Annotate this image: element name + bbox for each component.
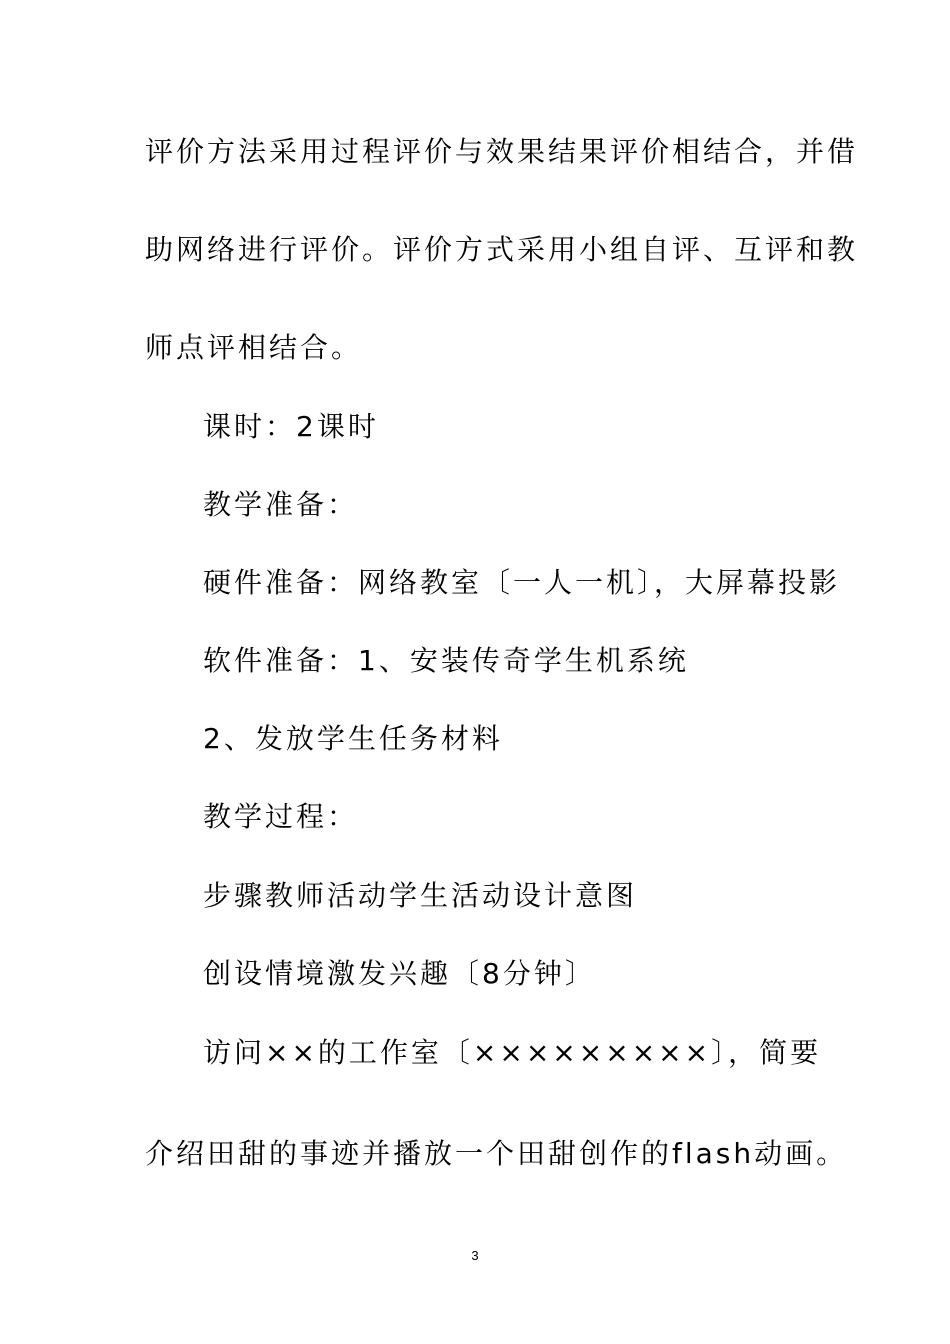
steps-header-line: 步骤教师活动学生活动设计意图 bbox=[203, 879, 638, 912]
paragraph-line-3: 师点评相结合。 bbox=[145, 331, 363, 364]
visit-studio-line: 访问××的工作室〔×××××××××〕，简要 bbox=[203, 1036, 822, 1069]
paragraph-line-2: 助网络进行评价。评价方式采用小组自评、互评和教 bbox=[145, 233, 859, 266]
hardware-prep-line: 硬件准备：网络教室〔一人一机〕，大屏幕投影 bbox=[203, 566, 841, 599]
paragraph-line-1: 评价方法采用过程评价与效果结果评价相结合，并借 bbox=[145, 135, 859, 168]
page-number: 3 bbox=[471, 1248, 479, 1263]
class-hours-line: 课时：2课时 bbox=[203, 410, 379, 443]
teaching-prep-heading: 教学准备： bbox=[203, 488, 359, 521]
situation-line: 创设情境激发兴趣〔8分钟〕 bbox=[203, 957, 596, 990]
software-prep-item-2: 2、发放学生任务材料 bbox=[203, 722, 503, 755]
software-prep-line: 软件准备：1、安装传奇学生机系统 bbox=[203, 644, 689, 677]
teaching-process-heading: 教学过程： bbox=[203, 800, 359, 833]
introduce-line: 介绍田甜的事迹并播放一个田甜创作的flash动画。 bbox=[145, 1137, 848, 1170]
